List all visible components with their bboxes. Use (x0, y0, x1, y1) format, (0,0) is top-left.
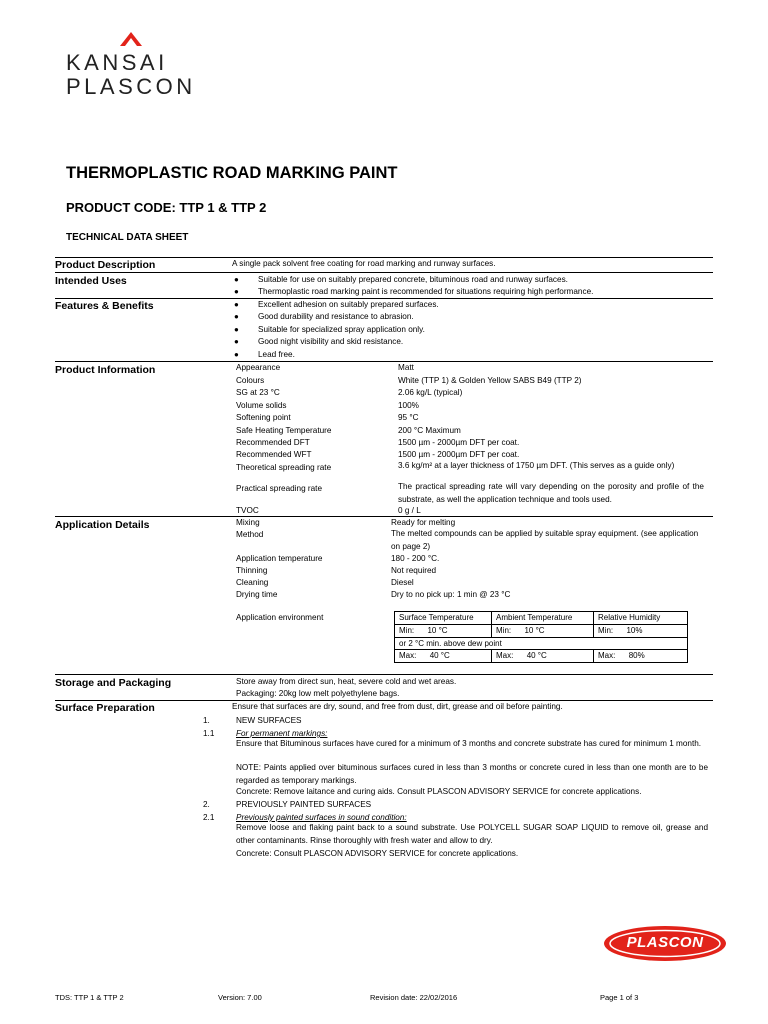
ad-key: Method (236, 530, 264, 539)
concrete-paragraph: Concrete: Remove laitance and curing aids. Consult PLASCON ADVISORY SERVICE for concrete applications. (236, 787, 642, 796)
feature-item: Lead free. (258, 350, 295, 359)
surface-note-paragraph: NOTE: Paints applied over bituminous surfaces cured in less than 3 months or concrete cured in less than one month are to be regarded as temporary markings. (236, 763, 708, 785)
pi-value: 95 °C (398, 413, 419, 422)
env-header-surface: Surface Temperature (395, 612, 492, 625)
kansai-plascon-logo (66, 32, 236, 102)
env-header-humidity: Relative Humidity (594, 612, 688, 625)
logo-line-2: PLASCON (66, 74, 196, 99)
intended-use-item: Thermoplastic road marking paint is recommended for situations requiring high performance. (258, 287, 594, 296)
divider (55, 298, 713, 299)
ad-value: Diesel (391, 578, 414, 587)
section-label-application-details: Application Details (55, 519, 150, 531)
footer-revision-date: Revision date: 22/02/2016 (370, 993, 458, 1002)
divider (55, 272, 713, 273)
pi-key: TVOC (236, 506, 259, 515)
section-label-intended-uses: Intended Uses (55, 275, 127, 287)
divider (55, 674, 713, 675)
env-min-humidity: Min: 10% (594, 625, 688, 638)
permanent-markings-subheading: For permanent markings: (236, 729, 328, 738)
pi-value: White (TTP 1) & Golden Yellow SABS B49 (TTP 2) (398, 376, 582, 385)
bullet-icon: ● (234, 287, 239, 296)
env-header-ambient: Ambient Temperature (492, 612, 594, 625)
pi-key: Theoretical spreading rate (236, 463, 332, 472)
item-number: 2. (203, 800, 210, 809)
product-code: PRODUCT CODE: TTP 1 & TTP 2 (66, 200, 267, 215)
product-description-text: A single pack solvent free coating for road marking and runway surfaces. (232, 259, 496, 268)
pi-value: 0 g / L (398, 506, 421, 515)
feature-item: Excellent adhesion on suitably prepared surfaces. (258, 300, 439, 309)
item-number: 1.1 (203, 729, 215, 738)
env-max-surface: Max: 40 °C (395, 650, 492, 663)
pi-key: Safe Heating Temperature (236, 426, 332, 435)
env-min-surface: Min: 10 °C (395, 625, 492, 638)
surface-paragraph: Ensure that Bituminous surfaces have cured for a minimum of 3 months and concrete substrate has cured for minimum 1 month. (236, 739, 702, 748)
surface-paragraph: Remove loose and flaking paint back to a sound substrate. Use POLYCELL SUGAR SOAP LIQUID to remove oil, grease and other contaminants. Rinse thoroughly with fresh water and allow to dry. (236, 823, 708, 845)
sound-condition-subheading: Previously painted surfaces in sound condition: (236, 813, 407, 822)
item-number: 1. (203, 716, 210, 725)
ad-key: Cleaning (236, 578, 269, 587)
concrete-paragraph: Concrete: Consult PLASCON ADVISORY SERVICE for concrete applications. (236, 849, 519, 858)
env-min-ambient: Min: 10 °C (492, 625, 594, 638)
ad-key: Application temperature (236, 554, 323, 563)
bullet-icon: ● (234, 300, 239, 309)
env-max-ambient: Max: 40 °C (492, 650, 594, 663)
pi-value: 200 °C Maximum (398, 426, 461, 435)
chevron-mark-icon (120, 32, 142, 46)
previously-painted-heading: PREVIOUSLY PAINTED SURFACES (236, 800, 372, 809)
feature-item: Good durability and resistance to abrasion. (258, 312, 414, 321)
footer-version: Version: 7.00 (218, 993, 262, 1002)
divider (55, 516, 713, 517)
plascon-badge-logo (603, 925, 727, 962)
pi-key: SG at 23 °C (236, 388, 280, 397)
section-label-storage: Storage and Packaging (55, 677, 172, 689)
pi-key: Colours (236, 376, 265, 385)
pi-value: 1500 µm - 2000µm DFT per coat. (398, 438, 520, 447)
divider (55, 257, 713, 258)
doc-type: TECHNICAL DATA SHEET (66, 232, 189, 243)
logo-line-1: KANSAI (66, 50, 168, 75)
application-environment-table (394, 611, 688, 663)
plascon-badge-text: PLASCON (626, 934, 704, 951)
feature-item: Good night visibility and skid resistance. (258, 337, 404, 346)
env-max-humidity: Max: 80% (594, 650, 688, 663)
bullet-icon: ● (234, 337, 239, 346)
divider (55, 361, 713, 362)
ad-value: Not required (391, 566, 437, 575)
pi-value: 2.06 kg/L (typical) (398, 388, 463, 397)
pi-key: Volume solids (236, 401, 287, 410)
ad-value: Dry to no pick up: 1 min @ 23 °C (391, 590, 511, 599)
feature-item: Suitable for specialized spray application only. (258, 325, 425, 334)
pi-key: Softening point (236, 413, 291, 422)
pi-key: Practical spreading rate (236, 484, 323, 493)
document-title: THERMOPLASTIC ROAD MARKING PAINT (66, 164, 398, 182)
bullet-icon: ● (234, 312, 239, 321)
footer-page-number: Page 1 of 3 (600, 993, 639, 1002)
section-label-product-information: Product Information (55, 364, 156, 376)
ad-value: Ready for melting (391, 518, 456, 527)
env-dew-point-note: or 2 °C min. above dew point (395, 638, 688, 650)
footer-tds: TDS: TTP 1 & TTP 2 (55, 993, 124, 1002)
storage-line: Store away from direct sun, heat, severe cold and wet areas. (236, 677, 457, 686)
bullet-icon: ● (234, 325, 239, 334)
pi-key: Appearance (236, 363, 281, 372)
ad-key: Drying time (236, 590, 278, 599)
ad-key: Thinning (236, 566, 268, 575)
intended-use-item: Suitable for use on suitably prepared concrete, bituminous road and runway surfaces. (258, 275, 568, 284)
section-label-surface-preparation: Surface Preparation (55, 702, 155, 714)
ad-key: Application environment (236, 613, 324, 622)
ad-value: 180 - 200 °C. (391, 554, 440, 563)
bullet-icon: ● (234, 275, 239, 284)
pi-value: The practical spreading rate will vary depending on the porosity and profile of the substrate, as well the application technique and tools used. (398, 482, 704, 504)
bullet-icon: ● (234, 350, 239, 359)
packaging-line: Packaging: 20kg low melt polyethylene bags. (236, 689, 400, 698)
pi-value: 3.6 kg/m² at a layer thickness of 1750 µm DFT. (This serves as a guide only) (398, 461, 675, 470)
divider (55, 700, 713, 701)
item-number: 2.1 (203, 813, 215, 822)
pi-key: Recommended DFT (236, 438, 310, 447)
section-label-features: Features & Benefits (55, 300, 154, 312)
pi-value: 100% (398, 401, 419, 410)
pi-key: Recommended WFT (236, 450, 312, 459)
ad-value: The melted compounds can be applied by suitable spray equipment. (see application on page 2) (391, 529, 699, 551)
ad-key: Mixing (236, 518, 260, 527)
pi-value: 1500 µm - 2000µm DFT per coat. (398, 450, 520, 459)
section-label-product-description: Product Description (55, 259, 156, 271)
surface-intro: Ensure that surfaces are dry, sound, and free from dust, dirt, grease and oil before painting. (232, 702, 563, 711)
pi-value: Matt (398, 363, 414, 372)
new-surfaces-heading: NEW SURFACES (236, 716, 302, 725)
